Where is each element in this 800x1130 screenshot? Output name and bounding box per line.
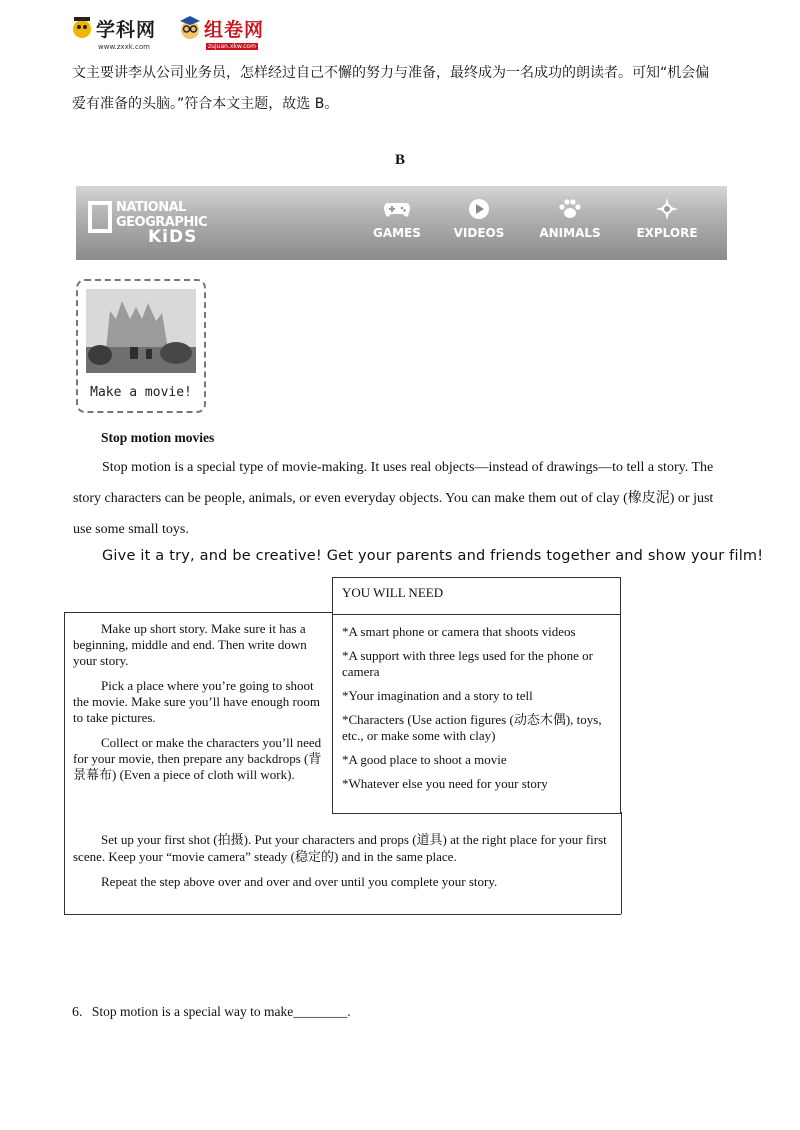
step-2: Pick a place where you’re going to shoot the movie. Make sure you’ll have enough room to take pictures. <box>73 678 320 725</box>
you-will-need-box <box>332 577 621 814</box>
castle-scene-image <box>86 289 196 373</box>
steps-column <box>73 621 327 792</box>
zxxk-logo-url: www.zxxk.com <box>98 42 150 51</box>
explanation-line-1: 文主要讲李从公司业务员，怎样经过自己不懈的努力与准备，最终成为一名成功的朗读者。可知“机会偏 <box>72 65 710 81</box>
question-number: 6. <box>72 1005 83 1020</box>
step-1: Make up short story. Make sure it has a beginning, middle and end. Then write down your story. <box>73 621 307 668</box>
zujuan-logo-url: zujuan.xkw.com <box>208 42 256 50</box>
student-icon <box>178 15 202 41</box>
brand-line-3: KiDS <box>148 227 198 247</box>
need-item: *A smart phone or camera that shoots videos <box>342 624 576 639</box>
article-line-2: story characters can be people, animals, or even everyday objects. You can make them out of clay (橡皮泥) or just <box>73 491 714 506</box>
need-item: *A support with three legs used for the phone or camera <box>342 648 593 679</box>
steps-continued <box>73 831 613 898</box>
nav-videos[interactable] <box>434 198 524 240</box>
zxxk-logo-text: 学科网 <box>96 18 157 41</box>
play-icon <box>468 198 490 220</box>
nav-animals[interactable] <box>525 198 615 240</box>
make-a-movie-card[interactable] <box>76 279 206 413</box>
natgeo-kids-banner <box>76 186 727 260</box>
nav-explore-label: EXPLORE <box>636 226 698 240</box>
question-text: Stop motion is a special way to make________. <box>91 1004 351 1019</box>
article-line-3: use some small toys. <box>73 522 189 537</box>
compass-icon <box>655 197 679 221</box>
need-item: *Whatever else you need for your story <box>342 776 548 791</box>
give-it-a-try-text: Give it a try, and be creative! Get your parents and friends together and show your film! <box>102 548 764 564</box>
zxxk-logo <box>70 15 157 51</box>
brand-line-1: NATIONAL <box>116 200 186 215</box>
nav-animals-label: ANIMALS <box>539 226 601 240</box>
need-item: *A good place to shoot a movie <box>342 752 507 767</box>
header-logos <box>70 8 265 51</box>
zujuan-logo <box>178 15 265 50</box>
gamepad-icon <box>383 200 411 218</box>
need-item: *Your imagination and a story to tell <box>342 688 533 703</box>
need-item: *Characters (Use action figures (动态木偶), toys, etc., or make some with clay) <box>342 712 602 743</box>
you-will-need-header: YOU WILL NEED <box>342 585 444 600</box>
mascot-icon <box>70 15 94 41</box>
nav-games[interactable] <box>352 198 442 240</box>
nav-explore[interactable] <box>622 198 712 240</box>
need-list <box>342 624 614 800</box>
nav-games-label: GAMES <box>373 226 421 240</box>
article-line-1: Stop motion is a special type of movie-making. It uses real objects—instead of drawings—to tell a story. The <box>102 460 714 475</box>
card-caption: Make a movie! <box>90 385 192 400</box>
article-heading: Stop motion movies <box>101 430 215 445</box>
brand-line-2: GEOGRAPHIC <box>116 215 208 230</box>
steps-box-right-border <box>621 812 622 914</box>
nav-videos-label: VIDEOS <box>453 226 505 240</box>
explanation-line-2: 爱有准备的头脑。”符合本文主题，故选 B。 <box>72 96 339 112</box>
step-5: Repeat the step above over and over and over until you complete your story. <box>101 874 498 889</box>
zujuan-logo-text: 组卷网 <box>204 18 265 41</box>
natgeo-yellow-border-icon <box>88 201 112 233</box>
paw-icon <box>558 198 582 220</box>
natgeo-kids-logo <box>116 200 207 245</box>
question-6 <box>72 1004 351 1021</box>
header-divider <box>333 614 620 615</box>
step-4: Set up your first shot (拍摄). Put your characters and props (道具) at the right place for your first scene. Keep your “movie camera” steady (稳定的) and in the same place. <box>73 832 607 864</box>
section-label: B <box>394 152 405 168</box>
stop-motion-photo <box>86 289 196 373</box>
step-3: Collect or make the characters you’ll need for your movie, then prepare any backdrops (背景幕布) (Even a piece of cloth will work). <box>73 735 322 782</box>
